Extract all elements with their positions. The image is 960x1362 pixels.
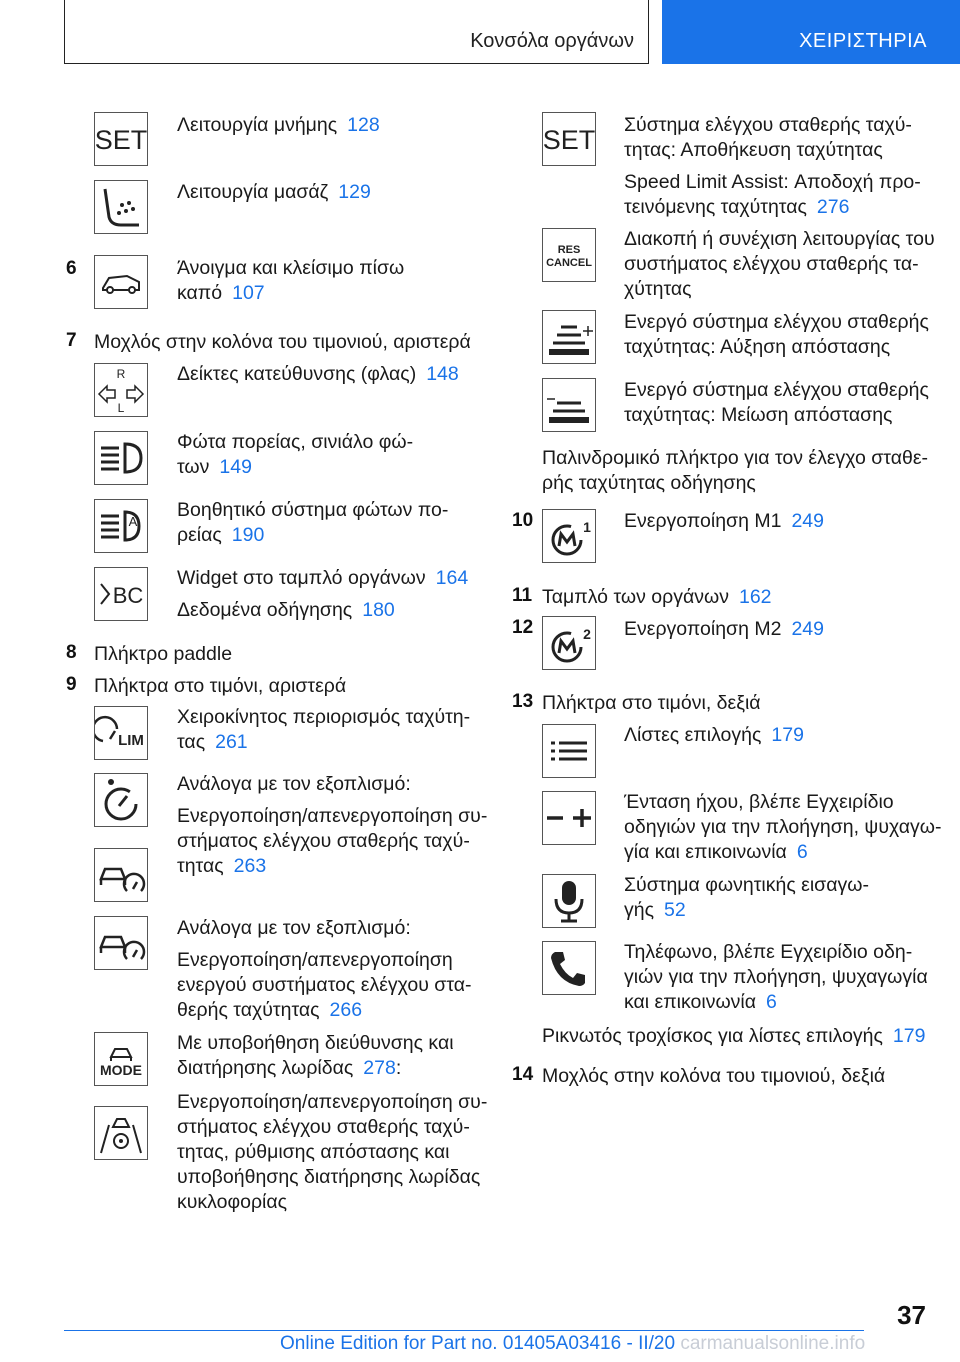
- m2-button-icon: [542, 616, 596, 670]
- set-icon: [94, 112, 148, 166]
- header-section-title: Κονσόλα οργάνων: [470, 30, 634, 52]
- item-number-8: 8: [66, 642, 77, 663]
- page-ref[interactable]: 6: [796, 841, 808, 863]
- memory-function-entry: Λειτουργία μνήμης 128: [177, 114, 380, 136]
- page-ref[interactable]: 266: [329, 999, 363, 1021]
- page-ref[interactable]: 249: [791, 618, 824, 640]
- set-speed-icon: [542, 112, 596, 166]
- right-wheel-buttons-heading: Πλήκτρα στο τιμόνι, δεξιά: [542, 692, 761, 714]
- equipment-note-1: Ανάλογα με τον εξοπλισμό:: [177, 773, 411, 795]
- page-ref[interactable]: 164: [435, 567, 469, 589]
- page-ref[interactable]: 149: [219, 456, 252, 478]
- tailgate-icon: [94, 255, 148, 309]
- svg-text:LIM: LIM: [118, 732, 144, 749]
- svg-text:SET: SET: [543, 125, 595, 155]
- header-chapter-tab: [662, 0, 960, 64]
- page-ref[interactable]: 162: [738, 586, 772, 608]
- page-ref[interactable]: 179: [892, 1025, 926, 1047]
- m1-entry: Ενεργοποίηση M1 249: [624, 510, 824, 532]
- driving-data-entry: Δεδομένα οδήγησης 180: [177, 599, 395, 621]
- lane-assist-icon: [94, 1106, 148, 1160]
- widget-entry: Widget στο ταμπλό οργάνων 164: [177, 567, 469, 589]
- thumbwheel-entry: Ρικνωτός τροχίσκος για λίστες επιλογής 179: [542, 1025, 926, 1047]
- high-beam-assist-entry: Βοηθητικό σύστημα φώτων πο- ρείας 190: [177, 499, 449, 546]
- left-wheel-buttons-heading: Πλήκτρα στο τιμόνι, αριστερά: [94, 675, 347, 697]
- page-ref[interactable]: 276: [816, 196, 850, 218]
- page-number: 37: [897, 1300, 926, 1330]
- distance-decrease-icon: [542, 378, 596, 432]
- m2-entry: Ενεργοποίηση M2 249: [624, 618, 824, 640]
- tailgate-entry: Άνοιγμα και κλείσιμο πίσω καπό 107: [177, 257, 405, 304]
- page-ref[interactable]: 148: [426, 363, 459, 385]
- page-ref[interactable]: 263: [233, 855, 267, 877]
- store-speed-entry: Σύστημα ελέγχου σταθερής ταχύ- τητας: Αποθήκευση ταχύτητας: [624, 114, 912, 161]
- svg-text:1: 1: [583, 519, 591, 535]
- svg-text:RES: RES: [557, 244, 581, 256]
- page-ref[interactable]: 128: [347, 114, 380, 136]
- steering-assist-entry: Με υποβοήθηση διεύθυνσης και διατήρησης λωρίδας 278:: [177, 1032, 454, 1079]
- page-ref[interactable]: 107: [232, 282, 265, 304]
- volume-icon: [542, 791, 596, 845]
- resume-cancel-entry: Διακοπή ή συνέχιση λειτουργίας του συστήματος ελέγχου σταθερής τα- χύτητας: [624, 228, 935, 300]
- svg-text:2: 2: [583, 626, 591, 642]
- increase-distance-entry: Ενεργό σύστημα ελέγχου σταθερής ταχύτητας: Αύξηση απόστασης: [624, 311, 929, 358]
- left-stalk-heading: Μοχλός στην κολόνα του τιμονιού, αριστερά: [94, 331, 471, 353]
- active-cruise-control-entry: Ενεργοποίηση/απενεργοποίηση ενεργού συστήματος ελέγχου στα- θερής ταχύτητας 266: [177, 949, 472, 1021]
- item-number-14: 14: [512, 1064, 534, 1085]
- cruise-control-car-icon: [94, 848, 148, 902]
- header-section-box: [64, 0, 649, 64]
- svg-text:MODE: MODE: [100, 1062, 142, 1078]
- phone-entry: Τηλέφωνο, βλέπε Εγχειρίδιο οδη- γιών για την πλοήγηση, ψυχαγωγία και επικοινωνία 6: [624, 941, 928, 1013]
- svg-text:BC: BC: [112, 583, 144, 608]
- footer-divider: [64, 1330, 864, 1331]
- paddle-heading: Πλήκτρο paddle: [94, 643, 233, 665]
- speed-limiter-icon: [94, 706, 148, 760]
- active-cruise-control-icon: [94, 916, 148, 970]
- bc-button-icon: [94, 567, 148, 621]
- svg-text:CANCEL: CANCEL: [546, 257, 592, 269]
- rocker-switch-note: Παλινδρομικό πλήκτρο για τον έλεγχο σταθε- ρής ταχύτητας οδήγησης: [542, 447, 929, 494]
- item-number-12: 12: [512, 617, 534, 638]
- volume-entry: Ένταση ήχου, βλέπε Εγχειρίδιο οδηγιών για την πλοήγηση, ψυχαγω- γία και επικοινωνία 6: [624, 791, 942, 863]
- svg-text:R: R: [116, 367, 126, 381]
- page-ref[interactable]: 6: [766, 991, 777, 1013]
- right-stalk-heading: Μοχλός στην κολόνα του τιμονιού, δεξιά: [542, 1065, 886, 1087]
- distance-increase-icon: [542, 310, 596, 364]
- page-ref[interactable]: 180: [362, 599, 395, 621]
- header-chapter-title: ΧΕΙΡΙΣΤΗΡΙΑ: [799, 30, 927, 52]
- item-number-6: 6: [66, 258, 77, 279]
- phone-icon: [542, 941, 596, 995]
- item-number-10: 10: [512, 510, 534, 531]
- footer-edition: Online Edition for Part no. 01405A03416 - II/20 carmanualsonline.info: [280, 1333, 866, 1354]
- item-number-11: 11: [512, 585, 533, 606]
- watermark: carmanualsonline.info: [680, 1333, 866, 1354]
- page-ref[interactable]: 52: [664, 899, 686, 921]
- instrument-cluster-entry: Ταμπλό των οργάνων 162: [542, 586, 772, 608]
- svg-text:A: A: [128, 514, 138, 529]
- svg-text:L: L: [117, 401, 125, 415]
- massage-function-entry: Λειτουργία μασάζ 129: [177, 181, 371, 203]
- m1-button-icon: [542, 509, 596, 563]
- mode-button-icon: [94, 1032, 148, 1086]
- equipment-note-2: Ανάλογα με τον εξοπλισμό:: [177, 917, 411, 939]
- option-lists-entry: Λίστες επιλογής 179: [624, 724, 804, 746]
- set-icon-label: SET: [95, 125, 147, 155]
- speed-limiter-entry: Χειροκίνητος περιορισμός ταχύτη- τας 261: [177, 706, 471, 753]
- page-ref[interactable]: 278: [363, 1057, 396, 1079]
- item-number-9: 9: [66, 674, 77, 695]
- decrease-distance-entry: Ενεργό σύστημα ελέγχου σταθερής ταχύτητας: Μείωση απόστασης: [624, 379, 929, 426]
- lane-assist-entry: Ενεργοποίηση/απενεργοποίηση συ- στήματος ελέγχου σταθερής ταχύ- τητας, ρύθμισης απόστασης και υποβοήθησης διατήρησης λωρίδας κυκλοφορίας: [177, 1091, 488, 1213]
- low-beam-icon: [94, 431, 148, 485]
- voice-input-entry: Σύστημα φωνητικής εισαγω- γής 52: [624, 874, 869, 921]
- page-ref[interactable]: 129: [338, 181, 371, 203]
- cruise-control-icon: [94, 773, 148, 827]
- page-ref[interactable]: 190: [231, 524, 265, 546]
- massage-seat-icon: [94, 180, 148, 234]
- cruise-control-entry: Ενεργοποίηση/απενεργοποίηση συ- στήματος ελέγχου σταθερής ταχύ- τητας 263: [177, 805, 488, 877]
- high-beam-assist-icon: [94, 499, 148, 553]
- res-cancel-icon: [542, 228, 596, 282]
- list-icon: [542, 724, 596, 778]
- turn-signal-icon: [94, 363, 148, 417]
- item-number-13: 13: [512, 691, 534, 712]
- page-ref[interactable]: 261: [215, 731, 248, 753]
- page-ref[interactable]: 249: [791, 510, 824, 532]
- turn-signal-entry: Δείκτες κατεύθυνσης (φλας) 148: [177, 363, 459, 385]
- low-beam-entry: Φώτα πορείας, σινιάλο φώ- των 149: [177, 431, 414, 478]
- speed-limit-assist-entry: Speed Limit Assist: Αποδοχή προ- τεινόμενης ταχύτητας 276: [624, 171, 921, 218]
- item-number-7: 7: [66, 330, 77, 351]
- microphone-icon: [542, 874, 596, 928]
- page-ref[interactable]: 179: [771, 724, 804, 746]
